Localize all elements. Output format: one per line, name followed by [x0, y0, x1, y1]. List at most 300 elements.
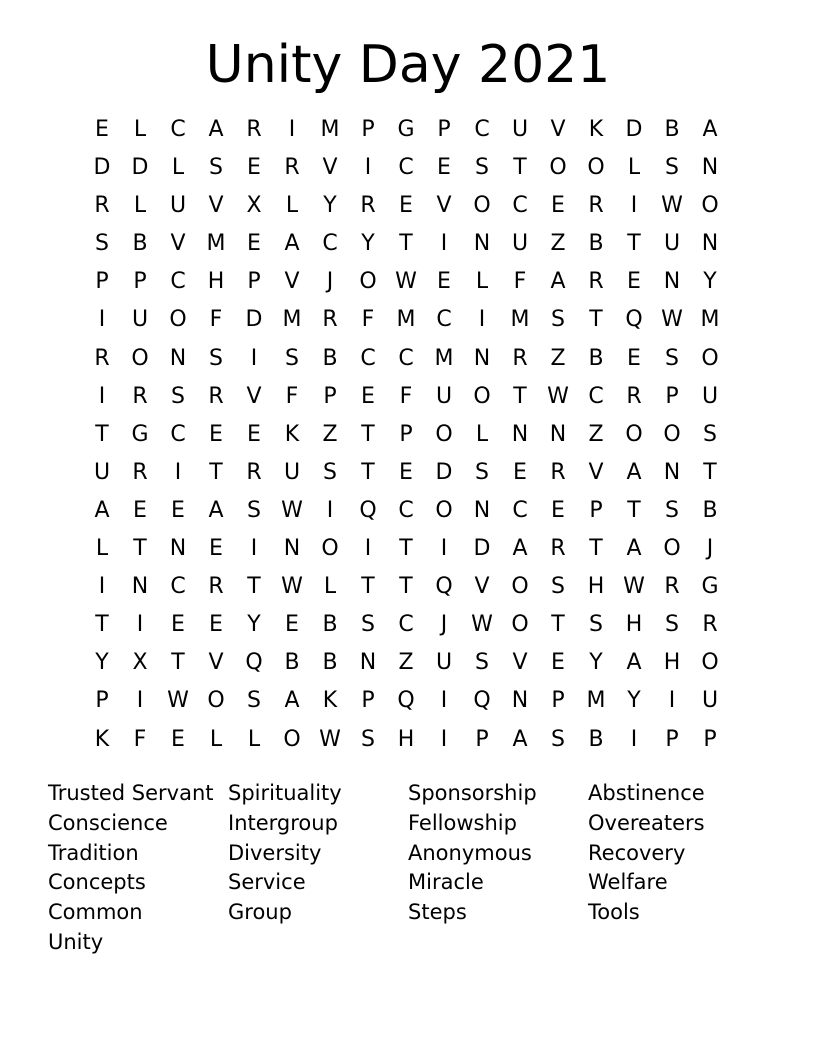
- grid-letter: P: [361, 688, 375, 714]
- grid-letter: I: [630, 726, 638, 752]
- grid-letter: Y: [627, 688, 641, 714]
- word-list-item: Abstinence: [588, 781, 705, 805]
- grid-letter: T: [513, 383, 527, 409]
- grid-letter: E: [627, 269, 641, 295]
- grid-letter: E: [437, 269, 451, 295]
- grid-letter: L: [475, 421, 489, 447]
- grid-letter: L: [475, 269, 489, 295]
- grid-letter: P: [399, 421, 413, 447]
- grid-letter: S: [209, 155, 223, 181]
- grid-row: [83, 225, 729, 263]
- grid-letter: E: [171, 497, 185, 523]
- grid-letter: C: [170, 269, 186, 295]
- grid-letter: P: [665, 726, 679, 752]
- grid-letter: N: [169, 536, 187, 562]
- grid-letter: Z: [322, 421, 338, 447]
- grid-letter: O: [473, 383, 491, 409]
- grid-letter: W: [281, 497, 303, 523]
- word-list-item: Trusted Servant: [48, 781, 214, 805]
- grid-letter: C: [398, 155, 414, 181]
- grid-letter: T: [209, 459, 223, 485]
- grid-letter: O: [207, 688, 225, 714]
- grid-letter: T: [627, 231, 641, 257]
- grid-letter: B: [322, 612, 338, 638]
- grid-row: [83, 340, 729, 378]
- grid-letter: M: [320, 117, 340, 142]
- grid-letter: S: [665, 612, 679, 638]
- grid-letter: T: [551, 612, 565, 638]
- grid-letter: W: [661, 307, 683, 333]
- grid-letter: S: [95, 231, 109, 257]
- grid-letter: J: [326, 269, 334, 295]
- grid-letter: A: [626, 536, 642, 562]
- word-list-item: Fellowship: [408, 810, 517, 835]
- grid-row: [83, 606, 729, 644]
- grid-letter: Z: [398, 650, 414, 676]
- grid-letter: T: [513, 155, 527, 181]
- grid-row: [83, 187, 729, 225]
- grid-letter: C: [322, 231, 338, 257]
- word-list-item: Steps: [408, 900, 467, 925]
- grid-letter: F: [513, 269, 527, 295]
- grid-letter: P: [703, 726, 717, 752]
- grid-letter: Z: [588, 421, 604, 447]
- grid-row: [83, 682, 729, 720]
- grid-letter: N: [511, 688, 529, 714]
- grid-letter: W: [547, 383, 569, 409]
- grid-row: [83, 149, 729, 187]
- grid-letter: O: [511, 574, 529, 600]
- grid-letter: I: [98, 307, 106, 333]
- grid-letter: S: [665, 345, 679, 371]
- grid-letter: O: [473, 193, 491, 219]
- grid-letter: U: [169, 193, 187, 219]
- grid-letter: O: [663, 536, 681, 562]
- grid-letter: A: [94, 497, 110, 523]
- grid-letter: Q: [245, 650, 263, 676]
- grid-letter: S: [665, 155, 679, 181]
- grid-letter: M: [282, 307, 302, 333]
- grid-letter: F: [209, 307, 223, 333]
- grid-letter: V: [474, 574, 490, 600]
- grid-letter: R: [588, 193, 604, 219]
- grid-letter: R: [664, 574, 680, 600]
- grid-letter: P: [323, 383, 337, 409]
- page-title: Unity Day 2021: [205, 35, 611, 95]
- grid-letter: R: [550, 536, 566, 562]
- grid-letter: O: [625, 421, 643, 447]
- word-list-item: Concepts: [48, 870, 146, 895]
- grid-letter: E: [171, 612, 185, 638]
- word-list-item: Recovery: [588, 840, 686, 865]
- grid-letter: S: [361, 726, 375, 752]
- word-list-item: Sponsorship: [408, 781, 537, 805]
- grid-letter: R: [94, 345, 110, 371]
- grid-letter: O: [359, 269, 377, 295]
- grid-letter: N: [473, 231, 491, 257]
- grid-letter: T: [361, 574, 375, 600]
- word-search-grid: [83, 111, 729, 759]
- grid-letter: P: [95, 269, 109, 295]
- grid-letter: C: [398, 345, 414, 371]
- grid-letter: P: [437, 117, 451, 142]
- grid-letter: B: [588, 726, 604, 752]
- word-list-row: [48, 868, 768, 898]
- grid-letter: Q: [625, 307, 643, 333]
- grid-letter: V: [588, 459, 604, 485]
- grid-letter: S: [247, 497, 261, 523]
- grid-letter: X: [132, 650, 148, 676]
- grid-letter: I: [440, 231, 448, 257]
- grid-letter: R: [132, 459, 148, 485]
- word-list-row: [48, 809, 768, 839]
- grid-letter: Q: [397, 688, 415, 714]
- grid-letter: P: [247, 269, 261, 295]
- grid-letter: N: [701, 231, 719, 257]
- grid-letter: B: [588, 345, 604, 371]
- grid-letter: R: [322, 307, 338, 333]
- grid-letter: E: [627, 345, 641, 371]
- grid-letter: O: [435, 497, 453, 523]
- grid-letter: R: [246, 117, 262, 142]
- grid-letter: G: [131, 421, 149, 447]
- grid-letter: L: [285, 193, 299, 219]
- grid-letter: V: [512, 650, 528, 676]
- grid-letter: S: [665, 497, 679, 523]
- grid-letter: C: [360, 345, 376, 371]
- word-list-item: Unity: [48, 929, 104, 954]
- grid-letter: I: [478, 307, 486, 333]
- grid-letter: Y: [247, 612, 261, 638]
- grid-letter: S: [209, 345, 223, 371]
- grid-letter: O: [169, 307, 187, 333]
- grid-letter: V: [208, 650, 224, 676]
- grid-letter: L: [95, 536, 109, 562]
- grid-letter: C: [170, 574, 186, 600]
- grid-letter: N: [663, 459, 681, 485]
- grid-letter: S: [247, 688, 261, 714]
- grid-letter: N: [131, 574, 149, 600]
- grid-letter: L: [247, 726, 261, 752]
- grid-letter: I: [98, 574, 106, 600]
- word-list-item: Service: [228, 870, 306, 895]
- grid-letter: A: [284, 231, 300, 257]
- grid-letter: H: [625, 612, 643, 638]
- word-list-item: Diversity: [228, 840, 322, 865]
- grid-letter: S: [361, 612, 375, 638]
- grid-letter: C: [512, 193, 528, 219]
- grid-letter: D: [131, 155, 149, 181]
- grid-letter: C: [588, 383, 604, 409]
- grid-letter: T: [703, 459, 717, 485]
- grid-letter: I: [174, 459, 182, 485]
- grid-letter: T: [399, 574, 413, 600]
- grid-letter: N: [169, 345, 187, 371]
- grid-letter: S: [551, 574, 565, 600]
- grid-letter: J: [706, 536, 714, 562]
- grid-letter: I: [250, 345, 258, 371]
- grid-letter: N: [549, 421, 567, 447]
- grid-letter: K: [284, 421, 300, 447]
- grid-letter: E: [171, 726, 185, 752]
- grid-letter: B: [702, 497, 718, 523]
- grid-letter: F: [133, 726, 147, 752]
- word-list-item: Intergroup: [228, 810, 338, 835]
- grid-letter: E: [247, 155, 261, 181]
- grid-letter: S: [475, 459, 489, 485]
- grid-letter: T: [589, 307, 603, 333]
- grid-letter: U: [131, 307, 149, 333]
- grid-letter: T: [399, 536, 413, 562]
- grid-letter: W: [319, 726, 341, 752]
- word-list-item: Conscience: [48, 810, 168, 835]
- grid-letter: E: [361, 383, 375, 409]
- grid-letter: Y: [95, 650, 109, 676]
- word-list-row: [48, 779, 768, 809]
- grid-letter: N: [663, 269, 681, 295]
- grid-letter: E: [551, 650, 565, 676]
- grid-letter: R: [702, 612, 718, 638]
- grid-row: [83, 721, 729, 759]
- grid-letter: P: [133, 269, 147, 295]
- word-list-item: Overeaters: [588, 810, 705, 835]
- grid-letter: O: [131, 345, 149, 371]
- grid-letter: K: [588, 117, 604, 142]
- grid-letter: P: [589, 497, 603, 523]
- grid-letter: N: [473, 345, 491, 371]
- grid-letter: E: [513, 459, 527, 485]
- grid-letter: U: [511, 117, 529, 142]
- grid-letter: G: [701, 574, 719, 600]
- grid-letter: P: [551, 688, 565, 714]
- grid-letter: E: [247, 421, 261, 447]
- grid-letter: U: [435, 650, 453, 676]
- grid-letter: I: [630, 193, 638, 219]
- grid-letter: S: [703, 421, 717, 447]
- grid-letter: P: [475, 726, 489, 752]
- grid-letter: N: [283, 536, 301, 562]
- grid-letter: S: [551, 726, 565, 752]
- grid-letter: Q: [435, 574, 453, 600]
- grid-letter: M: [396, 307, 416, 333]
- grid-letter: M: [510, 307, 530, 333]
- grid-letter: U: [435, 383, 453, 409]
- grid-letter: A: [626, 650, 642, 676]
- grid-letter: A: [512, 536, 528, 562]
- grid-letter: N: [473, 497, 491, 523]
- grid-letter: Y: [703, 269, 717, 295]
- grid-letter: Y: [589, 650, 603, 676]
- grid-letter: N: [511, 421, 529, 447]
- grid-letter: F: [399, 383, 413, 409]
- grid-letter: E: [95, 117, 109, 142]
- grid-letter: V: [246, 383, 262, 409]
- grid-letter: B: [284, 650, 300, 676]
- grid-row: [83, 378, 729, 416]
- grid-letter: R: [94, 193, 110, 219]
- word-list-row: [48, 898, 768, 928]
- grid-row: [83, 530, 729, 568]
- grid-letter: C: [398, 497, 414, 523]
- grid-letter: H: [397, 726, 415, 752]
- grid-letter: N: [359, 650, 377, 676]
- grid-letter: S: [171, 383, 185, 409]
- word-list-item: Tools: [588, 900, 640, 925]
- grid-letter: L: [133, 117, 147, 142]
- grid-letter: F: [285, 383, 299, 409]
- grid-letter: D: [625, 117, 643, 142]
- grid-letter: O: [511, 612, 529, 638]
- grid-letter: M: [586, 688, 606, 714]
- grid-letter: R: [208, 383, 224, 409]
- grid-letter: R: [208, 574, 224, 600]
- grid-letter: O: [435, 421, 453, 447]
- grid-letter: K: [322, 688, 338, 714]
- grid-letter: L: [209, 726, 223, 752]
- word-list-item: Welfare: [588, 870, 668, 895]
- grid-letter: O: [321, 536, 339, 562]
- grid-letter: S: [475, 650, 489, 676]
- grid-letter: E: [551, 193, 565, 219]
- grid-letter: V: [208, 193, 224, 219]
- word-list-row: [48, 928, 768, 958]
- grid-letter: I: [136, 612, 144, 638]
- word-list: [48, 779, 768, 958]
- grid-letter: U: [283, 459, 301, 485]
- grid-row: [83, 492, 729, 530]
- grid-letter: U: [663, 231, 681, 257]
- grid-letter: I: [364, 155, 372, 181]
- grid-letter: R: [284, 155, 300, 181]
- grid-letter: L: [133, 193, 147, 219]
- grid-letter: O: [549, 155, 567, 181]
- grid-letter: V: [322, 155, 338, 181]
- grid-letter: I: [440, 536, 448, 562]
- grid-letter: E: [209, 612, 223, 638]
- grid-letter: Z: [550, 345, 566, 371]
- grid-letter: C: [512, 497, 528, 523]
- grid-letter: A: [284, 688, 300, 714]
- grid-letter: R: [626, 383, 642, 409]
- grid-letter: W: [661, 193, 683, 219]
- grid-letter: O: [663, 421, 681, 447]
- grid-row: [83, 454, 729, 492]
- grid-letter: H: [663, 650, 681, 676]
- grid-letter: I: [250, 536, 258, 562]
- grid-letter: T: [361, 421, 375, 447]
- grid-letter: U: [701, 688, 719, 714]
- grid-letter: U: [701, 383, 719, 409]
- grid-letter: E: [285, 612, 299, 638]
- grid-letter: X: [246, 193, 262, 219]
- grid-row: [83, 416, 729, 454]
- grid-letter: O: [283, 726, 301, 752]
- grid-letter: C: [170, 421, 186, 447]
- grid-letter: K: [94, 726, 110, 752]
- grid-letter: T: [133, 536, 147, 562]
- word-list-item: Spirituality: [228, 781, 342, 805]
- grid-letter: C: [170, 117, 186, 142]
- grid-letter: I: [98, 383, 106, 409]
- grid-letter: W: [281, 574, 303, 600]
- grid-letter: S: [589, 612, 603, 638]
- grid-letter: J: [440, 612, 448, 638]
- grid-letter: S: [475, 155, 489, 181]
- grid-letter: D: [245, 307, 263, 333]
- grid-letter: A: [208, 117, 224, 142]
- grid-letter: I: [288, 117, 296, 142]
- grid-letter: I: [440, 688, 448, 714]
- grid-letter: P: [665, 383, 679, 409]
- grid-letter: P: [95, 688, 109, 714]
- grid-letter: B: [322, 650, 338, 676]
- grid-letter: T: [627, 497, 641, 523]
- grid-letter: A: [626, 459, 642, 485]
- grid-letter: Y: [361, 231, 375, 257]
- grid-letter: T: [361, 459, 375, 485]
- grid-letter: E: [437, 155, 451, 181]
- grid-letter: R: [360, 193, 376, 219]
- grid-letter: I: [364, 536, 372, 562]
- grid-letter: I: [136, 688, 144, 714]
- grid-letter: E: [399, 459, 413, 485]
- word-list-item: Anonymous: [408, 840, 532, 865]
- grid-letter: I: [440, 726, 448, 752]
- grid-letter: F: [361, 307, 375, 333]
- grid-letter: T: [247, 574, 261, 600]
- grid-letter: E: [399, 193, 413, 219]
- grid-letter: E: [209, 421, 223, 447]
- grid-letter: T: [95, 612, 109, 638]
- grid-letter: E: [209, 536, 223, 562]
- grid-letter: M: [700, 307, 720, 333]
- grid-letter: R: [550, 459, 566, 485]
- grid-letter: H: [207, 269, 225, 295]
- grid-letter: W: [623, 574, 645, 600]
- grid-letter: G: [397, 117, 415, 142]
- grid-letter: I: [326, 497, 334, 523]
- grid-letter: H: [587, 574, 605, 600]
- grid-letter: E: [247, 231, 261, 257]
- grid-letter: A: [208, 497, 224, 523]
- grid-letter: C: [436, 307, 452, 333]
- grid-letter: L: [171, 155, 185, 181]
- grid-letter: V: [436, 193, 452, 219]
- grid-letter: M: [206, 231, 226, 257]
- grid-letter: W: [471, 612, 493, 638]
- grid-letter: A: [550, 269, 566, 295]
- grid-letter: Q: [473, 688, 491, 714]
- grid-letter: R: [588, 269, 604, 295]
- grid-letter: D: [93, 155, 111, 181]
- grid-row: [83, 644, 729, 682]
- grid-row: [83, 263, 729, 301]
- grid-letter: S: [285, 345, 299, 371]
- grid-letter: B: [132, 231, 148, 257]
- grid-letter: S: [551, 307, 565, 333]
- grid-letter: Y: [323, 193, 337, 219]
- grid-letter: O: [701, 193, 719, 219]
- grid-letter: T: [171, 650, 185, 676]
- word-list-item: Common: [48, 900, 143, 925]
- grid-letter: R: [512, 345, 528, 371]
- grid-letter: V: [550, 117, 566, 142]
- grid-letter: A: [512, 726, 528, 752]
- grid-letter: B: [588, 231, 604, 257]
- grid-letter: U: [511, 231, 529, 257]
- word-list-row: [48, 839, 768, 869]
- grid-letter: O: [701, 650, 719, 676]
